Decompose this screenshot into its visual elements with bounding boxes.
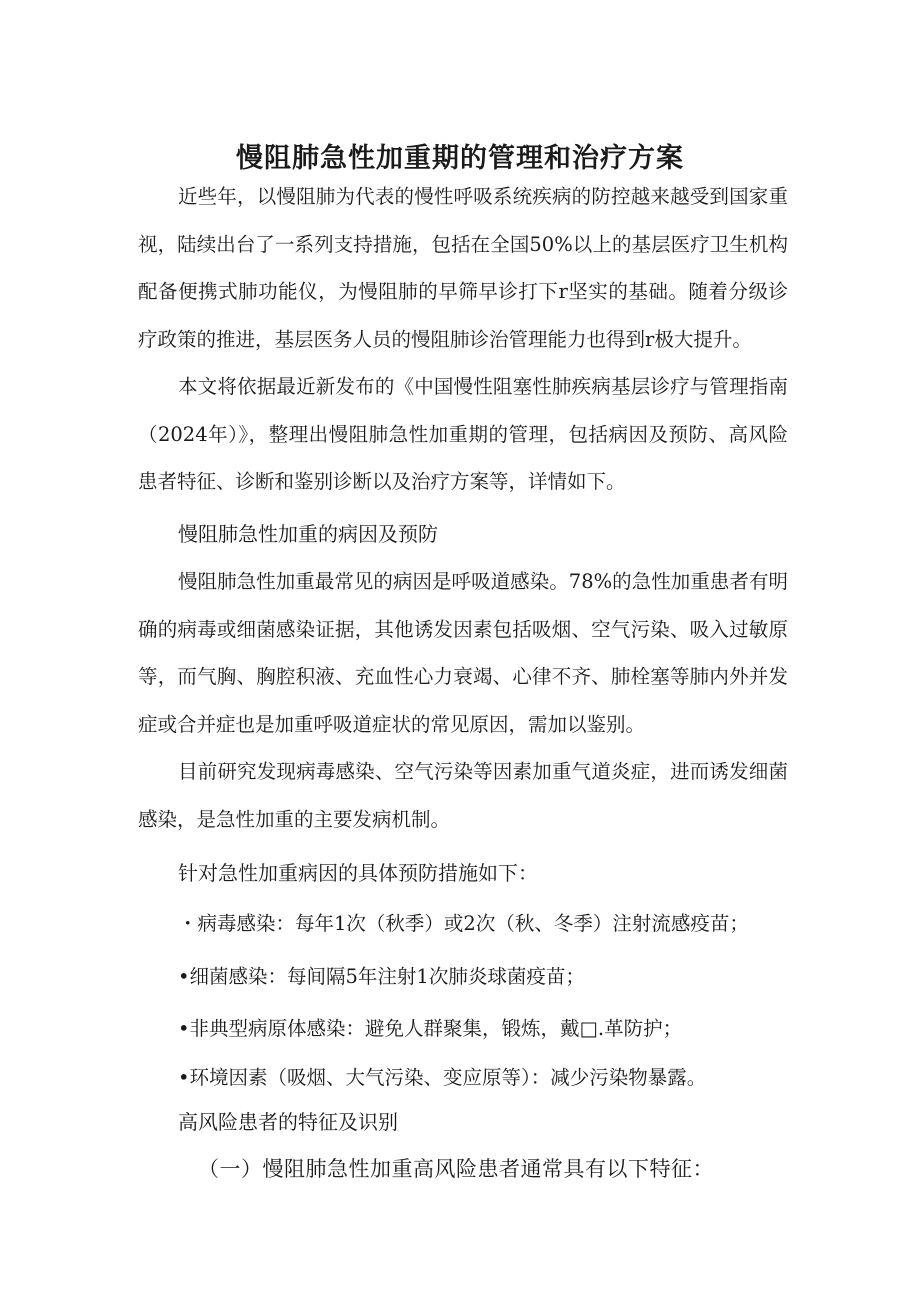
- prevention-item: •非典型病原体感染：避免人群聚集，锻炼，戴□.革防护；: [178, 1017, 683, 1040]
- prevention-heading: 针对急性加重病因的具体预防措施如下：: [178, 861, 538, 885]
- prevention-item: •细菌感染：每间隔5年注射1次肺炎球菌疫苗；: [178, 965, 585, 988]
- intro-paragraph-1: 近些年，以慢阻肺为代表的慢性呼吸系统疾病的防控越来越受到国家重视，陆续出台了一系列支持措施，包括在全国50%以上的基层医疗卫生机构配备便携式肺功能仪，为慢阻肺的早筛早诊打下r坚实的基础。随着分级诊疗政策的推进，基层医务人员的慢阻肺诊治管理能力也得到r极大提升。: [138, 185, 788, 351]
- causes-paragraph-2: 目前研究发现病毒感染、空气污染等因素加重气道炎症，进而诱发细菌感染，是急性加重的主要发病机制。: [138, 760, 788, 831]
- prevention-item: ・病毒感染：每年1次（秋季）或2次（秋、冬季）注射流感疫苗；: [178, 912, 749, 935]
- document-title: 慢阻肺急性加重期的管理和治疗方案: [236, 143, 684, 175]
- section-heading-causes: 慢阻肺急性加重的病因及预防: [178, 522, 438, 546]
- intro-paragraph-2: 本文将依据最近新发布的《中国慢性阻塞性肺疾病基层诊疗与管理指南（2024年）》，整理出慢阻肺急性加重期的管理，包括病因及预防、高风险患者特征、诊断和鉴别诊断以及治疗方案等，详情如下。: [138, 375, 788, 493]
- prevention-item: •环境因素（吸烟、大气污染、变应原等）：减少污染物暴露。: [178, 1066, 707, 1089]
- high-risk-sub-heading: （一）慢阻肺急性加重高风险患者通常具有以下特征：: [198, 1157, 714, 1181]
- causes-paragraph-1: 慢阻肺急性加重最常见的病因是呼吸道感染。78%的急性加重患者有明确的病毒或细菌感染证据，其他诱发因素包括吸烟、空气污染、吸入过敏原等，而气胸、胸腔积液、充血性心力衰竭、心律不齐、肺栓塞等肺内外并发症或合并症也是加重呼吸道症状的常见原因，需加以鉴别。: [138, 570, 788, 736]
- section-heading-high-risk: 高风险患者的特征及识别: [178, 1110, 398, 1134]
